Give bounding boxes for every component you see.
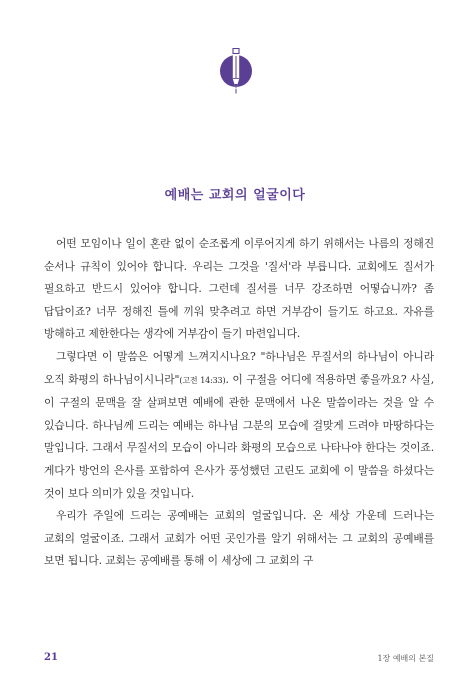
paragraph-3: 우리가 주일에 드리는 공예배는 교회의 얼굴입니다. 온 세상 가운데 드러나는 교회의 얼굴이죠. 그래서 교회가 어떤 곳인가를 알기 위해서는 그 교회의 공예배를 보면 됩니다. 교회는 공예배를 통해 이 세상에 그 교회의 구: [44, 509, 434, 568]
page-footer: [44, 652, 434, 666]
paragraph-2-rest: . 이 구절을 어디에 적용하면 좋을까요? 사실, 이 구절의 문맥을 잘 살펴보면 예배에 관한 문맥에서 나온 말씀이라는 것을 알 수 있습니다. 하나님께 드리는 예배는 하나님 그분의 모습에 걸맞게 드려야 마땅하다는 말입니다. 그래서 무질서의 모습이 아니라 화평의 모습으로 나타나야 한다는 것이죠. 게다가 방언의 은사를 포함하여 은사가 풍성했던 고린도 교회에 이 말씀을 하셨다는 것이 보다 의미가 있을 것입니다.: [44, 372, 434, 500]
pen-nib-emblem-icon: [219, 48, 253, 94]
chapter-title: 예배는 교회의 얼굴이다: [164, 188, 306, 203]
page-number: 21: [44, 652, 58, 663]
paragraph-2: [44, 346, 434, 505]
running-head: 1장 예배의 본질: [377, 654, 434, 663]
paragraph-1: 어떤 모임이나 일이 혼란 없이 순조롭게 이루어지게 하기 위해서는 나름의 정해진 순서나 규칙이 있어야 합니다. 우리는 그것을 '질서'라 부릅니다. 교회에도 질서가 필요하고 반드시 있어야 합니다. 그런데 질서를 너무 강조하면 어떻습니까? 좀 답답이죠? 너무 정해진 틀에 끼워 맞추려고 하면 거부감이 들기도 하고요. 자유를 방해하고 제한한다는 생각에 거부감이 들기 마련입니다.: [44, 237, 434, 341]
paragraph-2-lead: 그렇다면 이 말씀은 어떻게 느껴지시나요? "하나님은 무질서의 하나님이 아니라 오직 화평의 하나님이시니라": [44, 349, 434, 386]
scripture-reference: (고전 14:33): [179, 375, 226, 385]
body-text: [44, 233, 434, 573]
